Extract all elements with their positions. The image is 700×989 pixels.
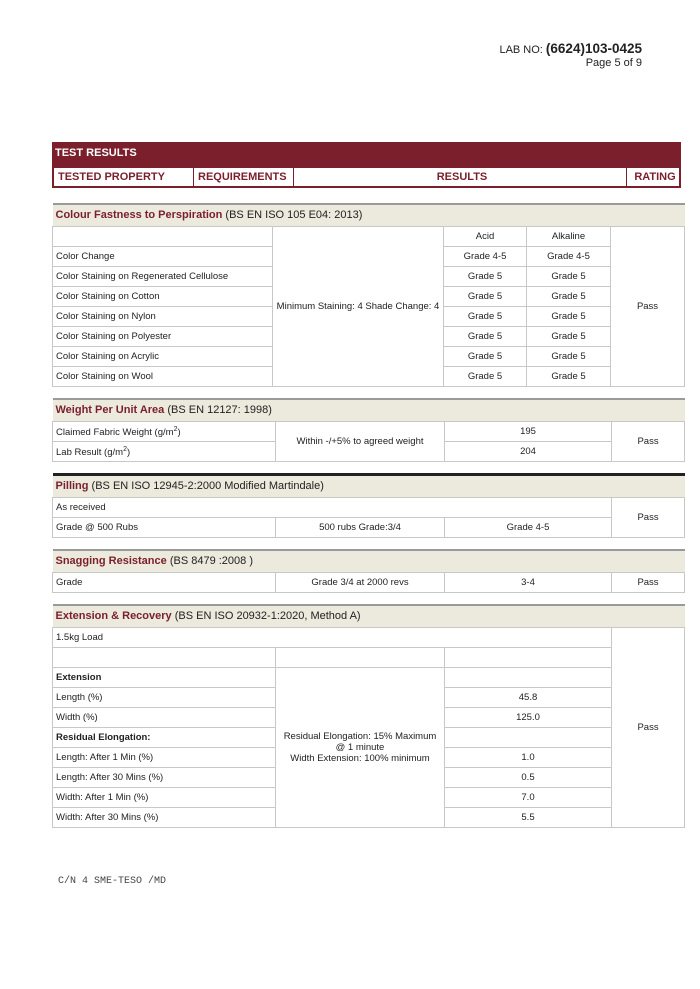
result-cell: 125.0: [445, 708, 612, 728]
page-indicator: Page 5 of 9: [585, 57, 642, 69]
blank-cell: [276, 648, 445, 668]
property-cell: Color Staining on Polyester: [53, 327, 273, 347]
result-cell: 1.0: [445, 748, 612, 768]
perspiration-rating: Pass: [611, 227, 685, 387]
footer-code: C/N 4 SME-TESO /MD: [58, 876, 167, 887]
table-row: [53, 668, 685, 688]
alkaline-cell: Grade 5: [527, 367, 611, 387]
column-header-row: [52, 168, 681, 188]
alkaline-cell: Grade 5: [527, 287, 611, 307]
col-tested-property: TESTED PROPERTY: [54, 168, 194, 186]
property-cell: As received: [53, 498, 612, 518]
result-cell: 7.0: [445, 788, 612, 808]
rating-cell: Pass: [612, 573, 685, 593]
weight-requirement: Within -/+5% to agreed weight: [276, 422, 445, 462]
acid-cell: Grade 5: [444, 287, 527, 307]
blank-cell: [445, 728, 612, 748]
result-cell: 195: [445, 422, 612, 442]
requirement-cell: Grade 3/4 at 2000 revs: [276, 573, 445, 593]
result-cell: Grade 4-5: [445, 518, 612, 538]
lab-number-block: [499, 42, 642, 70]
property-cell: Claimed Fabric Weight $(g/m^2)$: [53, 422, 276, 442]
result-cell: 3-4: [445, 573, 612, 593]
property-cell: Color Change: [53, 247, 273, 267]
snagging-table: [52, 549, 685, 593]
property-cell: Width (%): [53, 708, 276, 728]
property-cell: Length: After 1 Min (%): [53, 748, 276, 768]
blank-cell: [53, 227, 273, 247]
alkaline-cell: Grade 5: [527, 327, 611, 347]
blank-cell: [445, 648, 612, 668]
alkaline-cell: Grade 5: [527, 307, 611, 327]
extension-title: Extension & Recovery (BS EN ISO 20932-1:2020, Method A): [53, 605, 685, 628]
acid-cell: Grade 4-5: [444, 247, 527, 267]
snagging-title: Snagging Resistance (BS 8479 :2008 ): [53, 550, 685, 573]
alkaline-cell: Grade 5: [527, 267, 611, 287]
property-cell: Color Staining on Cotton: [53, 287, 273, 307]
acid-cell: Grade 5: [444, 347, 527, 367]
pilling-table: [52, 473, 685, 538]
col-rating: RATING: [634, 171, 676, 183]
table-row: [53, 573, 685, 593]
load-cell: 1.5kg Load: [53, 628, 612, 648]
alkaline-cell: Grade 5: [527, 347, 611, 367]
lab-no-label: LAB NO:: [499, 44, 546, 56]
acid-header: Acid: [444, 227, 527, 247]
table-row: [53, 422, 685, 442]
property-cell: Length: After 30 Mins (%): [53, 768, 276, 788]
alkaline-cell: Grade 4-5: [527, 247, 611, 267]
extension-table: [52, 604, 685, 828]
result-cell: 0.5: [445, 768, 612, 788]
table-row: [53, 498, 685, 518]
blank-cell: [53, 648, 276, 668]
extension-label: Extension: [53, 668, 276, 688]
property-cell: Width: After 1 Min (%): [53, 788, 276, 808]
acid-cell: Grade 5: [444, 267, 527, 287]
alkaline-header: Alkaline: [527, 227, 611, 247]
pilling-title: Pilling (BS EN ISO 12945-2:2000 Modified Martindale): [53, 475, 685, 498]
property-cell: Width: After 30 Mins (%): [53, 808, 276, 828]
acid-cell: Grade 5: [444, 327, 527, 347]
col-results: RESULTS: [294, 168, 627, 186]
property-cell: Lab Result $(g/m^2)$: [53, 442, 276, 462]
weight-title: Weight Per Unit Area (BS EN 12127: 1998): [53, 399, 685, 422]
property-cell: Color Staining on Regenerated Cellulose: [53, 267, 273, 287]
test-results-banner: TEST RESULTS: [52, 142, 681, 168]
table-row: [53, 518, 685, 538]
table-row: [53, 628, 685, 648]
property-cell: Color Staining on Wool: [53, 367, 273, 387]
result-cell: 5.5: [445, 808, 612, 828]
acid-cell: Grade 5: [444, 307, 527, 327]
result-cell: 45.8: [445, 688, 612, 708]
residual-label: Residual Elongation:: [53, 728, 276, 748]
blank-cell: [445, 668, 612, 688]
weight-rating: Pass: [612, 422, 685, 462]
property-cell: Grade @ 500 Rubs: [53, 518, 276, 538]
col-requirements: REQUIREMENTS: [194, 168, 294, 186]
acid-cell: Grade 5: [444, 367, 527, 387]
extension-requirement: Residual Elongation: 15% Maximum @ 1 minute Width Extension: 100% minimum: [276, 668, 445, 828]
property-cell: Color Staining on Acrylic: [53, 347, 273, 367]
property-cell: Length (%): [53, 688, 276, 708]
property-cell: Color Staining on Nylon: [53, 307, 273, 327]
extension-rating: Pass: [612, 628, 685, 828]
lab-number: (6624)103-0425: [545, 41, 642, 56]
perspiration-title: Colour Fastness to Perspiration (BS EN ISO 105 E04: 2013): [53, 204, 685, 227]
perspiration-table: [52, 203, 685, 387]
weight-table: [52, 398, 685, 462]
table-row: [53, 648, 685, 668]
pilling-rating: Pass: [612, 498, 685, 538]
result-cell: 204: [445, 442, 612, 462]
requirement-cell: 500 rubs Grade:3/4: [276, 518, 445, 538]
perspiration-requirement: Minimum Staining: 4 Shade Change: 4: [273, 227, 444, 387]
property-cell: Grade: [53, 573, 276, 593]
